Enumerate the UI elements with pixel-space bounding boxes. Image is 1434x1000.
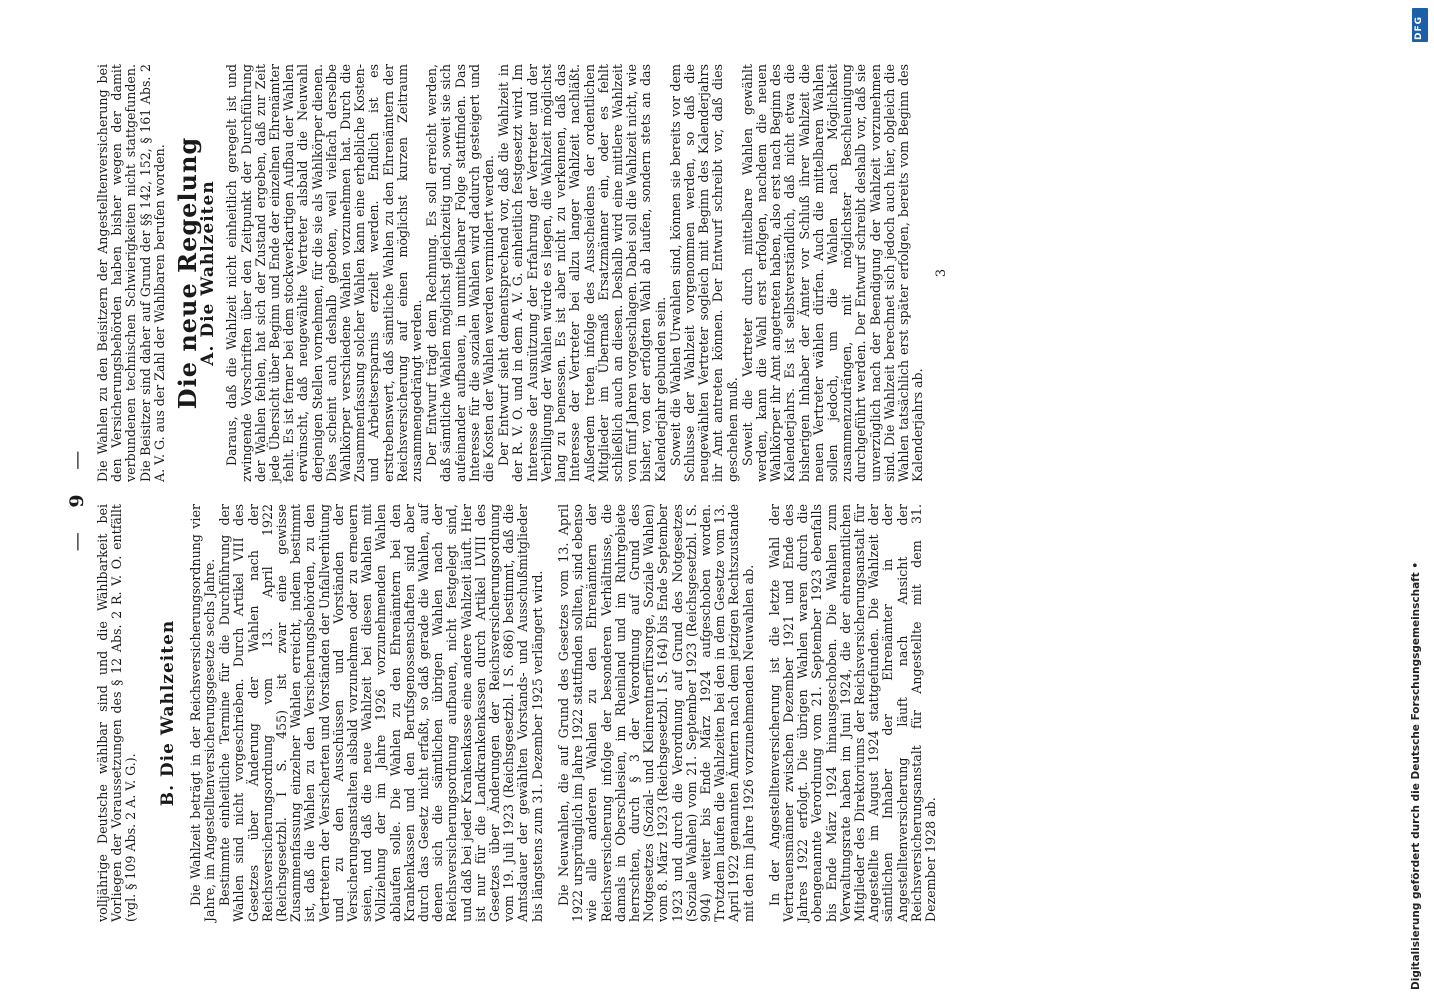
page-number: 9	[66, 492, 88, 508]
section-title-wahlzeiten: B. Die Wahlzeiten	[157, 619, 178, 807]
sub-title-wahlzeiten: A. Die Wahlzeiten	[198, 180, 219, 366]
header-dash-left: —	[66, 530, 88, 552]
digitization-credit-text: Digitalisierung gefördert durch die Deutsche Forschungsgemeinschaft •	[1410, 561, 1422, 990]
right-column	[96, 64, 950, 482]
header-dash-right: —	[66, 448, 88, 470]
right-paragraph: Soweit die Wahlen Urwahlen sind, können sie bereits vor dem Schlusse der Wahlzeit vorgenommen werden, so daß die neugewählten Vertreter sogleich mit Beginn des Kalenderjahrs ihr Amt antreten können. Der Entwurf schreibt vor, daß dies geschehen muß.	[667, 64, 740, 482]
digitization-credit-strip	[1400, 0, 1434, 1000]
left-paragraph: Die Neuwahlen, die auf Grund des Gesetzes vom 13. April 1922 ursprünglich im Jahre 1922 stattfinden sollten, sind ebenso wie alle anderen Wahlen zu den Ehrenämtern der Reichsversicherung infolge der besonderen Verhältnisse, die damals in Oberschlesien, im Rheinland und im Ruhrgebiete herrschten, durch § 3 der Verordnung auf Grund des Notgesetzes (Sozial- und Kleinrentnerfürsorge, Soziale Wahlen) vom 8. März 1923 (Reichsgesetzbl. I S. 164) bis Ende September 1923 und durch die Verordnung auf Grund des Notgesetzes (Soziale Wahlen) vom 21. September 1923 (Reichsgesetzbl. I S. 904) weiter bis Ende März 1924 aufgeschoben worden. Trotzdem laufen die Wahlzeiten bei den in dem Gesetze vom 13. April 1922 genannten Ämtern nach dem jetzigen Rechtszustande mit den im Jahre 1926 vorzunehmenden Neuwahlen ab.	[555, 504, 756, 922]
right-intro: Die Wahlen zu den Beisitzern der Angestelltenversicherung bei den Versicherungsbehörden haben bisher wegen der damit verbundenen technischen Schwierigkeiten nicht stattgefunden. Die Beisitzer sind daher auf Grund der §§ 142, 152, § 161 Abs. 2 A. V. G. aus der Zahl der Wahlbaren berufen worden.	[95, 64, 167, 482]
folio-number: 3	[934, 268, 950, 278]
right-paragraph: Der Entwurf trägt dem Rechnung. Es soll erreicht werden, daß sämtliche Wahlen möglichst gleichzeitig und, soweit sie sich aufeinander aufbauen, in unmittelbarer Folge stattfinden. Das Interesse für die sozialen Wahlen wird dadurch gesteigert und die Kosten der Wahlen werden vermindert werden.	[424, 64, 497, 482]
left-paragraph: Die Wahlzeit beträgt in der Reichsversicherungsordnung vier Jahre, im Angestelltenversicherungsgesetze sechs Jahre.	[187, 504, 218, 922]
left-paragraph: In der Angestelltenversicherung ist die letzte Wahl der Vertrauensmänner zwischen Dezember 1921 und Ende des Jahres 1922 erfolgt. Die übrigen Wahlen waren durch die obengenannte Verordnung vom 21. September 1923 ebenfalls bis Ende März 1924 hinausgeschoben. Die Wahlen zum Verwaltungsrate haben im Juni 1924, die der ehrenamtlichen Mitglieder des Direktoriums der Reichsversicherungsanstalt für Angestellte im August 1924 stattgefunden. Die Wahlzeit der sämtlichen Inhaber der Ehrenämter in der Angestelltenversicherung läuft nach Ansicht der Reichsversicherungsanstalt für Angestellte mit dem 31. Dezember 1928 ab.	[766, 504, 938, 922]
page-header	[66, 0, 88, 1000]
left-intro: volljährige Deutsche wählbar sind und die Wählbarkeit bei Vorliegen der Voraussetzungen des § 12 Abs. 2 R. V. O. entfällt (vgl. § 109 Abs. 2 A. V. G.).	[95, 504, 139, 922]
right-paragraph: Daraus, daß die Wahlzeit nicht einheitlich geregelt ist und zwingende Vorschriften über den Zeitpunkt der Durchführung der Wahlen fehlen, hat sich der Zustand ergeben, daß zur Zeit jede Übersicht über Beginn und Ende der einzelnen Ehrenämter fehlt. Es ist ferner bei dem stockwerkartigen Aufbau der Wahlen erwünscht, daß neugewählte Vertreter alsbald die Neuwahl derjenigen Stellen vornehmen, für die sie als Wahlkörper dienen. Dies scheint auch deshalb geboten, weil vielfach derselbe Wahlkörper verschiedene Wahlen vorzunehmen hat. Durch die Zusammenfassung solcher Wahlen kann eine erhebliche Kosten- und Arbeitsersparnis erzielt werden. Endlich ist es erstrebenswert, daß sämtliche Wahlen zu den Ehrenämtern der Reichsversicherung auf einen möglichst kurzen Zeitraum zusammengedrängt werden.	[224, 64, 425, 482]
dfg-logo-text: DFG	[1414, 15, 1424, 40]
right-paragraph: Soweit die Vertreter durch mittelbare Wahlen gewählt werden, kann die Wahl erst erfolgen, nachdem die neuen Wahlkörper ihr Amt angetreten haben, also erst nach Beginn des Kalenderjahrs. Es ist selbstverständlich, daß nicht etwa die bisherigen Inhaber der Ämter vor Schluß ihrer Wahlzeit die neuen Vertreter wählen dürfen. Auch die mittelbaren Wahlen sollen jedoch, um die Wahlen nach Möglichkeit zusammenzudrängen, mit möglichster Beschleunigung durchgeführt werden. Der Entwurf schreibt deshalb vor, daß sie unverzüglich nach der Beendigung der Wahlzeit vorzunehmen sind. Die Wahlzeit berechnet sich jedoch auch hier, obgleich die Wahlen tatsächlich erst später erfolgen, bereits vom Beginn des Kalenderjahrs ab.	[739, 64, 926, 482]
right-paragraph: Der Entwurf sieht dementsprechend vor, daß die Wahlzeit in der R. V. O. und in dem A. V. G. einheitlich festgesetzt wird. Im Interesse der Ausnützung der Erfahrung der Vertreter und der Verbilligung der Wahlen würde es liegen, die Wahlzeit möglichst lang zu bemessen. Es ist aber nicht zu verkennen, daß das Interesse der Vertreter bei allzu langer Wahlzeit nachläßt. Außerdem treten infolge des Ausscheidens der ordentlichen Mitglieder im Übermaß Ersatzmänner ein, oder es fehlt schließlich auch an diesen. Deshalb wird eine mittlere Wahlzeit von fünf Jahren vorgeschlagen. Dabei soll die Wahlzeit nicht, wie bisher, von der erfolgten Wahl ab laufen, sondern stets an das Kalenderjahr gebunden sein.	[496, 64, 668, 482]
left-paragraph: Bestimmte einheitliche Termine für die Durchführung der Wahlen sind nicht vorgeschrieben. Durch Artikel VIII des Gesetzes über Änderung der Wahlen nach der Reichsversicherungsordnung vom 13. April 1922 (Reichsgesetzbl. I S. 455) ist zwar eine gewisse Zusammenfassung einzelner Wahlen erreicht, indem bestimmt ist, daß die Wahlen zu den Versicherungsbehörden, zu den Vertretern der Versicherten und Vorständen der Unfallverhütung und zu den Ausschüssen und Vorständen der Versicherungsanstalten alsbald vorzunehmen oder zu erneuern seien, und daß die neue Wahlzeit bei diesen Wahlen mit Vollziehung der im Jahre 1926 vorzunehmenden Wahlen ablaufen solle. Die Wahlen zu den Ehrenämtern bei den Krankenkassen und den Berufsgenossenschaften sind aber durch das Gesetz nicht erfaßt, so daß gerade die Wahlen, auf denen sich die sämtlichen übrigen Wahlen nach der Reichsversicherungsordnung aufbauen, nicht festgelegt sind, und daß bei jeder Krankenkasse eine andere Wahlzeit läuft. Hier ist nur für die Landkrankenkassen durch Artikel LVIII des Gesetzes über Änderungen der Reichsversicherungsordnung vom 19. Juli 1923 (Reichsgesetzbl. I S. 686) bestimmt, daß die Amtsdauer der gewählten Vorstands- und Ausschußmitglieder bis längstens zum 31. Dezember 1925 verlängert wird.	[217, 504, 545, 922]
left-column	[96, 504, 939, 922]
dfg-logo	[1412, 8, 1428, 42]
main-title-neue-regelung: Die neue Regelung	[173, 136, 203, 410]
